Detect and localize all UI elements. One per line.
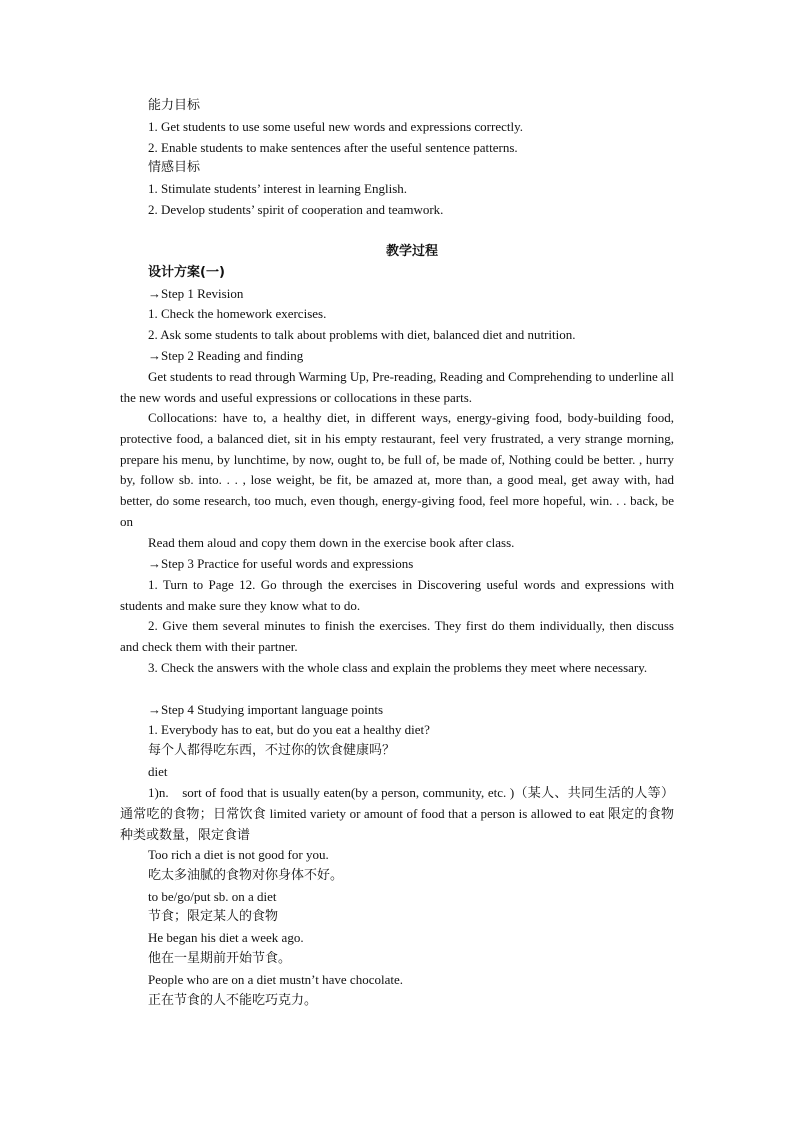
step2-collocations: Collocations: have to, a healthy diet, in different ways, energy-giving food, body-building food, protective food, a balanced diet, sit in his empty restaurant, feel very frustrated, a very strange morning, prepare his menu, by lunchtime, by now, ought to, be full of, be made of, Nothing could be better. , hurry by, follow sb. into. . . , lose weight, be fit, be amazed at, more than, a good meal, get away with, had better, do some research, too much, even though, energy-giving food, feel more hopeful, win. . . back, be on	[120, 410, 674, 529]
step3-item-1: 1. Turn to Page 12. Go through the exercises in Discovering useful words and expressions with students and make sure they know what to do.	[120, 577, 674, 613]
ability-objectives-heading: 能力目标	[148, 98, 201, 113]
vocab-definition: 1)n. sort of food that is usually eaten(by a person, community, etc. )（某人、共同生活的人等）通常吃的食物；日常饮食 limited variety or amount of food that a person is allowed to eat 限定的食物种类或数量，限定食谱	[120, 785, 674, 842]
example-3-translation: 正在节食的人不能吃巧克力。	[148, 993, 318, 1008]
step4-title: →Step 4 Studying important language points	[148, 702, 384, 717]
ability-item-2: 2. Enable students to make sentences after the useful sentence patterns.	[148, 140, 518, 155]
example-1: Too rich a diet is not good for you.	[148, 847, 329, 862]
example-1-translation: 吃太多油腻的食物对你身体不好。	[148, 868, 344, 883]
example-3: People who are on a diet mustn’t have chocolate.	[148, 972, 403, 987]
teaching-process-title: 教学过程	[385, 244, 438, 259]
step4-question-1-translation: 每个人都得吃东西，不过你的饮食健康吗？	[148, 743, 396, 758]
step4-question-1: 1. Everybody has to eat, but do you eat a healthy diet?	[148, 722, 430, 737]
emotion-item-2: 2. Develop students’ spirit of cooperation and teamwork.	[148, 202, 444, 217]
phrase-translation: 节食；限定某人的食物	[148, 909, 279, 924]
example-2: He began his diet a week ago.	[148, 930, 304, 945]
step1-item-2: 2. Ask some students to talk about problems with diet, balanced diet and nutrition.	[148, 327, 576, 342]
ability-item-1: 1. Get students to use some useful new words and expressions correctly.	[148, 119, 523, 134]
vocab-word: diet	[148, 764, 168, 779]
step3-item-2: 2. Give them several minutes to finish the exercises. They first do them individually, then discuss and check them with their partner.	[120, 618, 674, 654]
emotion-item-1: 1. Stimulate students’ interest in learning English.	[148, 181, 407, 196]
step1-title: →Step 1 Revision	[148, 286, 244, 301]
plan-title: 设计方案(一)	[148, 265, 225, 280]
step3-item-3: 3. Check the answers with the whole class and explain the problems they meet where necessary.	[148, 660, 648, 675]
example-2-translation: 他在一星期前开始节食。	[148, 951, 292, 966]
phrase: to be/go/put sb. on a diet	[148, 889, 277, 904]
step2-paragraph-1: Get students to read through Warming Up, Pre-reading, Reading and Comprehending to underline all the new words and useful expressions or collocations in these parts.	[120, 369, 674, 405]
step2-paragraph-3: Read them aloud and copy them down in the exercise book after class.	[148, 535, 515, 550]
step2-title: →Step 2 Reading and finding	[148, 348, 304, 363]
emotion-objectives-heading: 情感目标	[148, 160, 201, 175]
step1-item-1: 1. Check the homework exercises.	[148, 306, 327, 321]
step3-title: →Step 3 Practice for useful words and expressions	[148, 556, 414, 571]
